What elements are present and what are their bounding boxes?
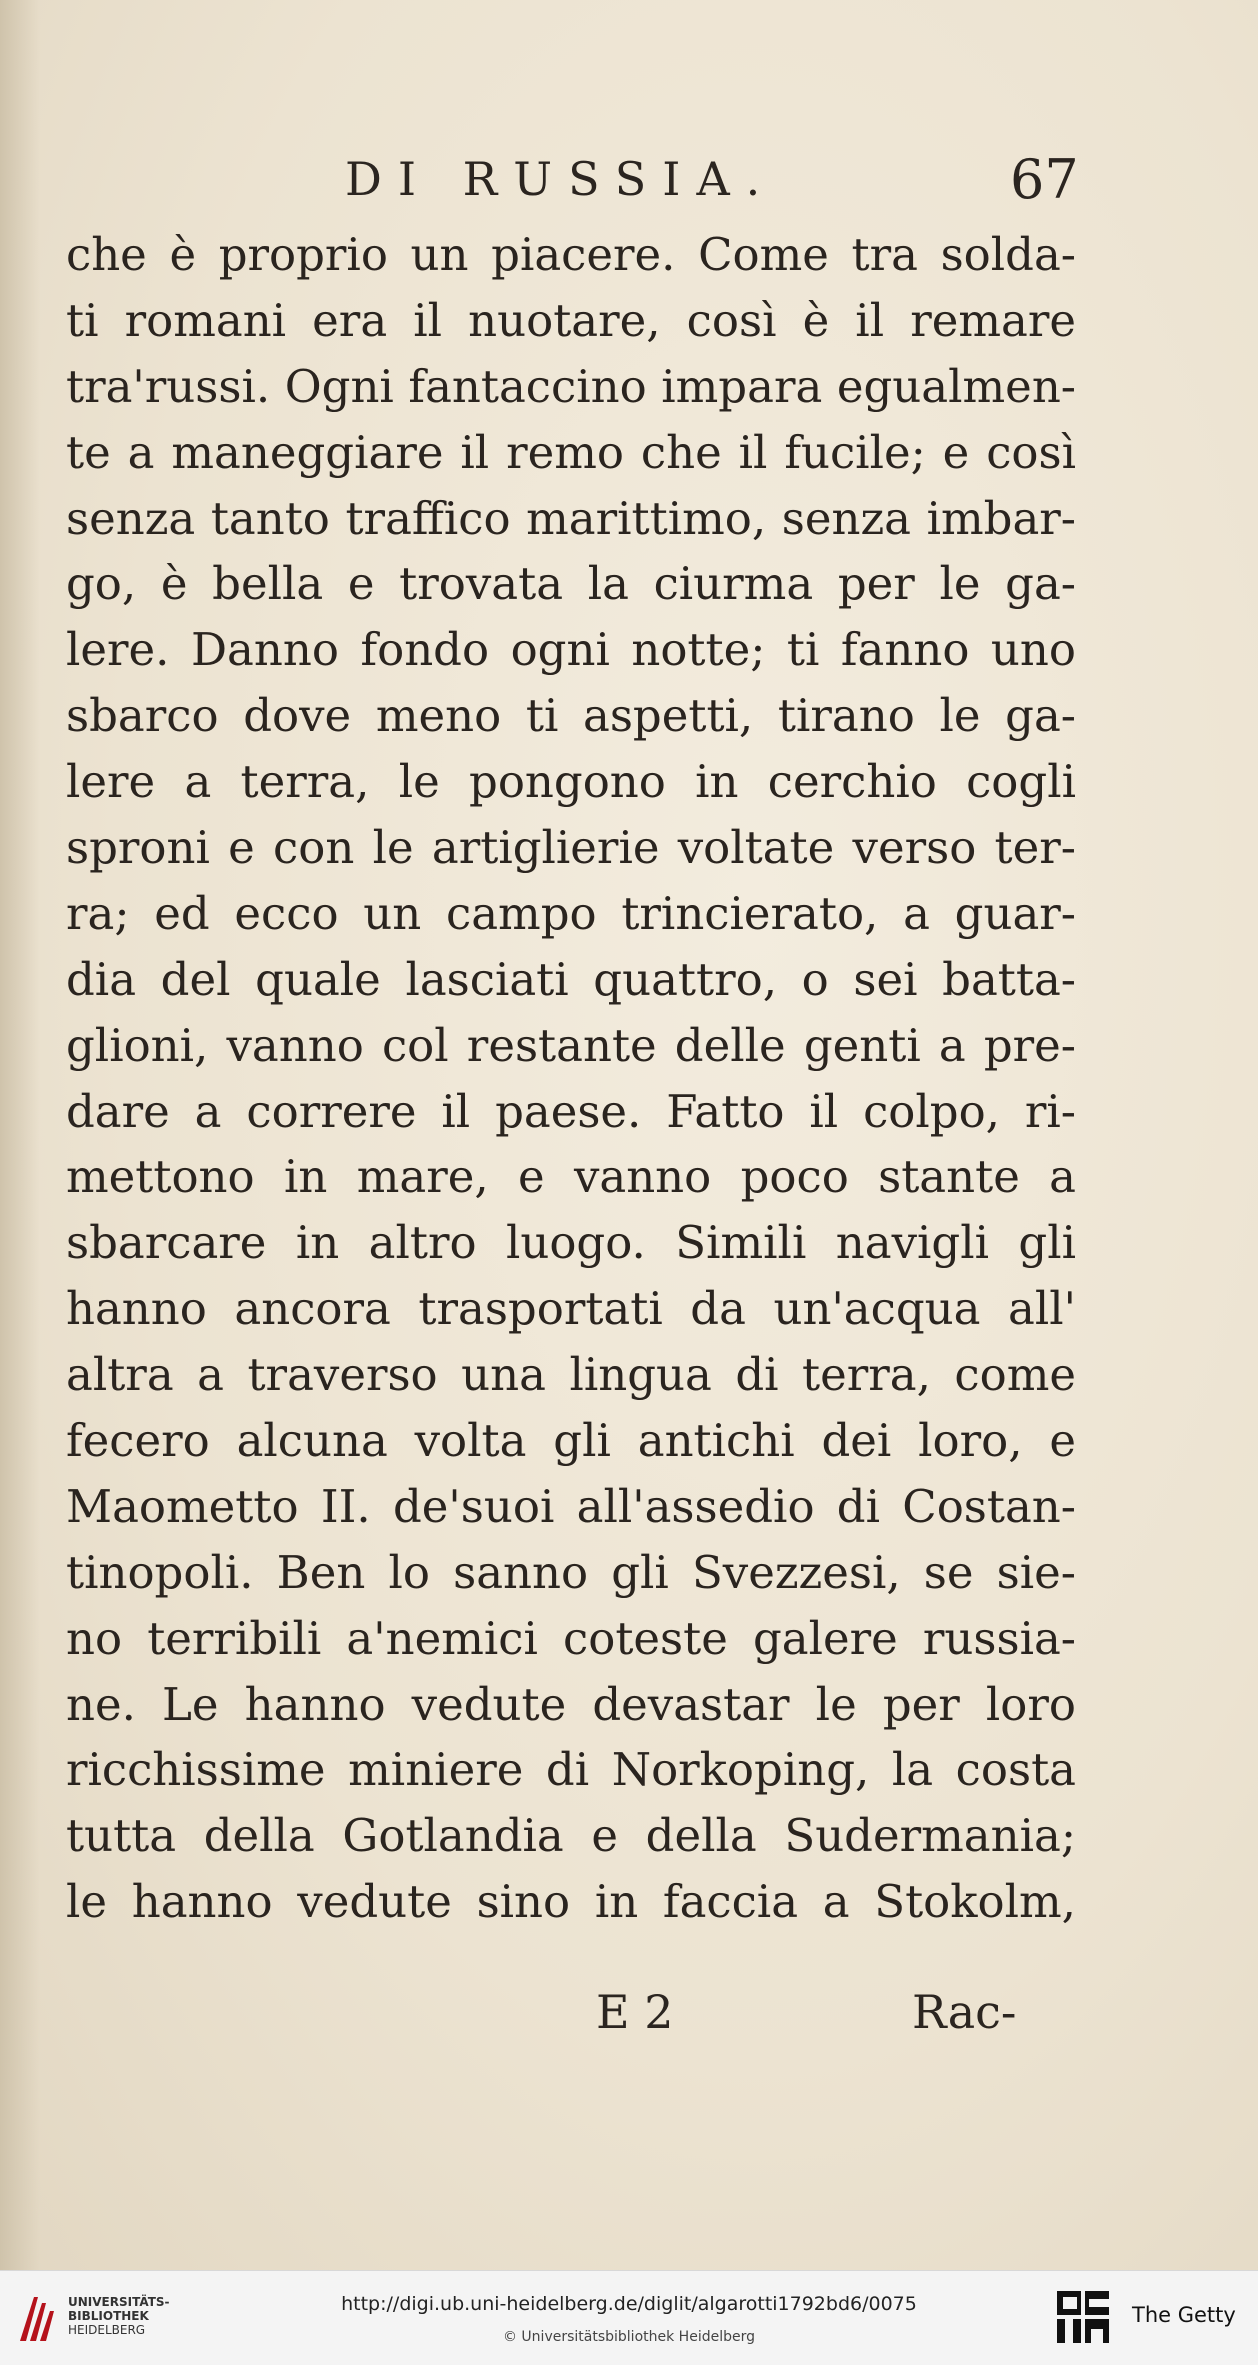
library-name-line: HEIDELBERG	[68, 2323, 146, 2337]
text-line: ra; ed ecco un campo trincierato, a guar-	[66, 886, 1076, 940]
text-line: dare a correre il paese. Fatto il colpo, ri-	[66, 1084, 1076, 1138]
text-line: mettono in mare, e vanno poco stante a	[66, 1150, 1076, 1204]
library-name-line: BIBLIOTHEK	[68, 2309, 149, 2323]
text-line: tra'russi. Ogni fantaccino impara egualmen-	[66, 359, 1076, 413]
page-gutter-shadow	[0, 0, 40, 2270]
permalink-url[interactable]: http://digi.ub.uni-heidelberg.de/diglit/algarotti1792bd6/0075	[341, 2293, 917, 2315]
text-line: sproni e con le artiglierie voltate verso ter-	[66, 821, 1076, 875]
signature-mark: E 2	[596, 1985, 674, 2039]
text-line: ne. Le hanno vedute devastar le per loro	[66, 1677, 1076, 1731]
library-name-line: UNIVERSITÄTS-	[68, 2295, 170, 2309]
text-line: hanno ancora trasportati da un'acqua all'	[66, 1282, 1076, 1336]
text-line: fecero alcuna volta gli antichi dei loro, e	[66, 1414, 1076, 1468]
text-line: altra a traverso una lingua di terra, come	[66, 1348, 1076, 1402]
copyright-notice: © Universitätsbibliothek Heidelberg	[502, 2329, 755, 2345]
text-line: lere. Danno fondo ogni notte; ti fanno uno	[66, 623, 1076, 677]
partner-name: The Getty	[1132, 2303, 1236, 2327]
text-line: go, è bella e trovata la ciurma per le ga-	[66, 557, 1076, 611]
text-line: te a maneggiare il remo che il fucile; e così	[66, 425, 1076, 479]
viewer-footer	[0, 2270, 1258, 2365]
text-line: dia del quale lasciati quattro, o sei batta-	[66, 952, 1076, 1006]
text-line: lere a terra, le pongono in cerchio cogli	[66, 755, 1076, 809]
catchword: Rac-	[912, 1985, 1017, 2039]
text-line: tutta della Gotlandia e della Sudermania;	[66, 1809, 1076, 1863]
text-line: ricchissime miniere di Norkoping, la costa	[66, 1743, 1076, 1797]
getty-logo-icon	[1055, 2289, 1111, 2347]
text-line: ti romani era il nuotare, così è il remare	[66, 293, 1076, 347]
text-line: le hanno vedute sino in faccia a Stokolm,	[66, 1875, 1076, 1929]
body-text	[66, 222, 1076, 1935]
text-line: che è proprio un piacere. Come tra solda-	[66, 228, 1076, 281]
text-line: glioni, vanno col restante delle genti a pre-	[66, 1018, 1076, 1072]
page-number: 67	[1010, 148, 1079, 211]
running-head: DI RUSSIA.	[345, 152, 777, 206]
text-line: sbarco dove meno ti aspetti, tirano le ga-	[66, 689, 1076, 743]
text-line: no terribili a'nemici coteste galere russia-	[66, 1611, 1076, 1665]
text-line: sbarcare in altro luogo. Simili navigli gli	[66, 1216, 1076, 1270]
text-line: Maometto II. de'suoi all'assedio di Costan-	[66, 1479, 1076, 1533]
text-line: tinopoli. Ben lo sanno gli Svezzesi, se sie-	[66, 1545, 1076, 1599]
text-line: senza tanto traffico marittimo, senza imbar-	[66, 491, 1076, 545]
